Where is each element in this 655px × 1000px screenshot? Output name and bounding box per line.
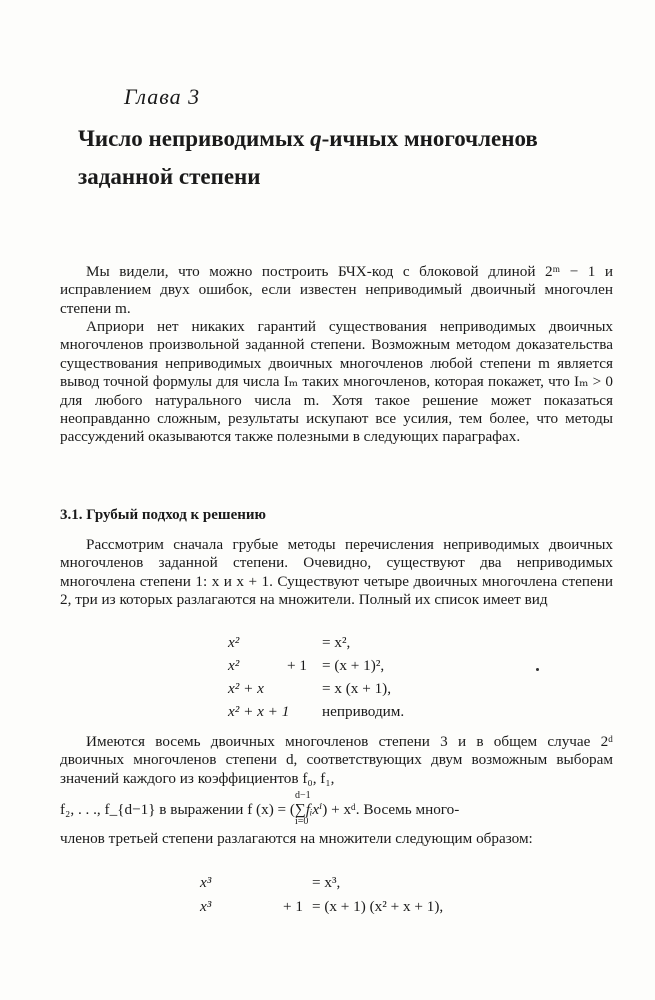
eq-lhs: x² xyxy=(228,657,240,674)
chapter-title-part1: Число неприводимых xyxy=(78,126,311,151)
chapter-title-q: q xyxy=(310,126,322,151)
intro-paragraph-1 xyxy=(60,263,613,318)
section-paragraph-1-text: Рассмотрим сначала грубые методы перечисления неприводимых двоичных многочленов заданной степени. Очевидно, существуют два неприводимых многочлена степени 1: x и x + 1. Существуют четыре двоичных многочлена степени 2, три из которых разлагаются на множители. Полный их список имеет вид xyxy=(60,536,613,609)
eq-rhs: = (x + 1) (x² + x + 1), xyxy=(312,898,444,915)
equation-row-rhs xyxy=(322,657,384,675)
eq-op: + 1 xyxy=(287,657,307,674)
sum-body: fᵢxⁱ xyxy=(305,801,323,818)
chapter-title xyxy=(78,120,618,196)
equation-row xyxy=(200,874,211,892)
eq-rhs: = x², xyxy=(322,634,351,651)
eq-rhs: = x³, xyxy=(312,874,341,891)
eq-lhs: x² + x xyxy=(228,680,264,697)
equation-row xyxy=(228,634,239,652)
intro-paragraph-2 xyxy=(60,318,613,447)
chapter-title-part2: -ичных многочленов xyxy=(321,126,538,151)
equation-row xyxy=(228,657,239,675)
section-paragraph-2a-text: Имеются восемь двоичных многочленов степени 3 и в общем случае 2ᵈ двоичных многочленов степени d, соответствующих двум возможным выборам значений каждого из коэффициентов f₀, f₁, xyxy=(60,733,613,787)
chapter-label: Глава 3 xyxy=(124,84,201,109)
sum-sign: ∑ xyxy=(294,801,306,819)
sum-lower-limit: i=0 xyxy=(294,816,309,828)
equation-row xyxy=(200,898,211,916)
intro-paragraph-2-text: Априори нет никаких гарантий существования неприводимых двоичных многочленов произвольной заданной степени. Возможным методом доказательства существования неприводимых двоичных многочленов любой степени m является вывод точной формулы для числа Iₘ таких многочленов, которая покажет, что Iₘ > 0 для любого натурального числа m. Хотя такое решение может показаться неоправданно сложным, результаты искупают все усилия, тем более, что методы рассуждений оказываются также полезными в следующих параграфах. xyxy=(60,318,613,446)
section-heading: 3.1. Грубый подход к решению xyxy=(60,507,266,523)
speck xyxy=(536,668,539,671)
eq-lhs: x² xyxy=(228,634,240,651)
p2b-start: f₂, . . ., f_{d−1} в выражении f (x) = ( xyxy=(60,801,295,818)
eq-op: + 1 xyxy=(283,898,303,915)
p2b-end: ) + xᵈ. Восемь много- xyxy=(322,801,460,818)
intro-paragraph-1-text: Мы видели, что можно построить БЧХ-код с блоковой длиной 2ᵐ − 1 и исправлением двух ошибок, если известен неприводимый двоичный многочлен степени m. xyxy=(60,263,613,317)
sum-symbol xyxy=(294,790,311,828)
section-paragraph-2c-text: членов третьей степени разлагаются на множители следующим образом: xyxy=(60,830,533,847)
eq-lhs: x³ xyxy=(200,874,212,891)
eq-rhs: неприводим. xyxy=(322,703,405,720)
equation-row-rhs xyxy=(312,898,443,916)
section-paragraph-1 xyxy=(60,536,613,610)
eq-lhs: x² + x + 1 xyxy=(228,703,290,720)
eq-rhs: = (x + 1)², xyxy=(322,657,385,674)
section-paragraph-2a xyxy=(60,733,613,788)
section-paragraph-2b xyxy=(60,790,613,828)
equation-row-rhs xyxy=(322,634,350,652)
equation-row xyxy=(228,703,289,721)
equation-row xyxy=(228,680,264,698)
eq-lhs: x³ xyxy=(200,898,212,915)
section-paragraph-2c xyxy=(60,830,613,848)
eq-rhs: = x (x + 1), xyxy=(322,680,392,697)
equation-row-rhs xyxy=(322,703,404,721)
equation-row-op xyxy=(287,657,307,675)
equation-row-op xyxy=(283,898,303,916)
equation-row-rhs xyxy=(312,874,340,892)
equation-row-rhs xyxy=(322,680,391,698)
chapter-title-line2: заданной степени xyxy=(78,164,261,189)
sum-upper-limit: d−1 xyxy=(294,790,311,802)
